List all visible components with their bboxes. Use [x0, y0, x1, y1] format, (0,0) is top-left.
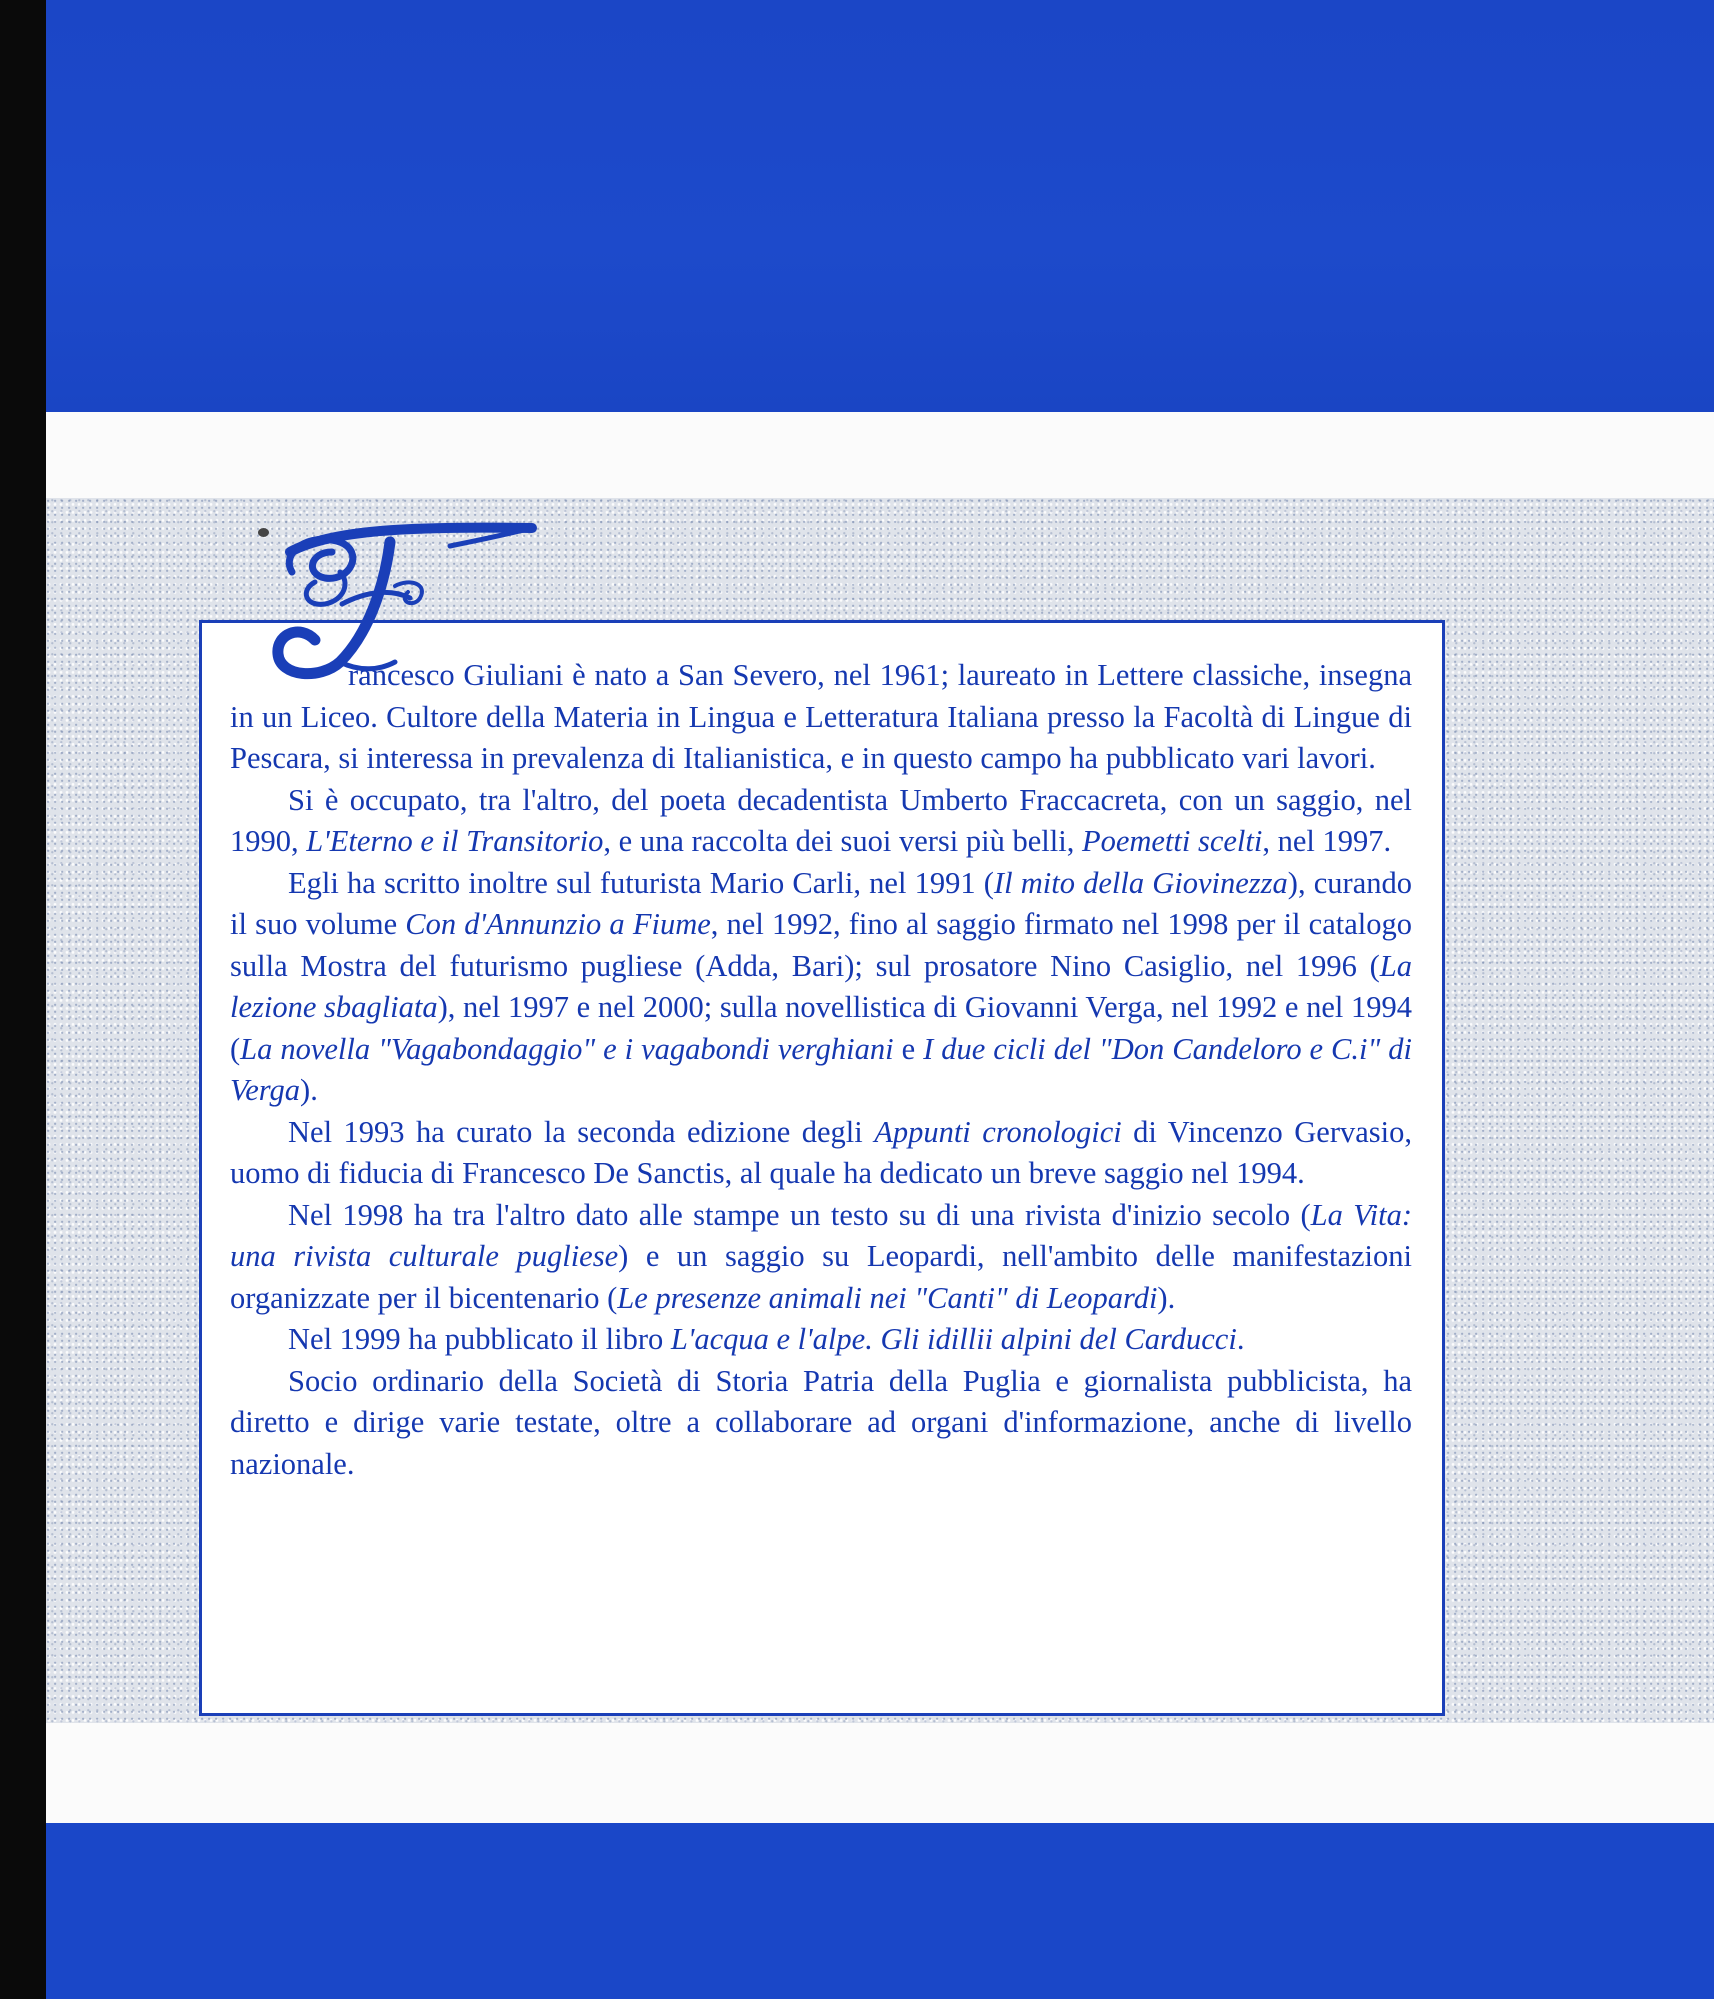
bio-text: Nel 1999 ha pubblicato il libro [288, 1322, 671, 1356]
print-speck [258, 528, 269, 537]
bio-text: Socio ordinario della Società di Storia Patria della Puglia e giornalista pubblicista, ha diretto e dirige varie testate, oltre a collaborare ad organi d'informazione, anche di livello nazionale. [230, 1363, 1412, 1481]
work-title: La novella "Vagabondaggio" e i vagabondi verghiani [240, 1031, 894, 1066]
work-title: Appunti cronologici [874, 1114, 1122, 1149]
work-title: La lezione sbagliata [230, 948, 1412, 1024]
bio-text: Si è occupato, tra l'altro, del poeta decadentista Umberto Fraccacreta, con un saggio, nel 1990, [230, 782, 1412, 858]
work-title: L'Eterno e il Transitorio [306, 824, 604, 858]
bio-paragraph-3 [230, 863, 1412, 1112]
bio-paragraph-7 [230, 1361, 1412, 1486]
bio-text: ), curando il suo volume [230, 865, 1412, 941]
bio-paragraph-5 [230, 1195, 1412, 1320]
work-title: L'acqua e l'alpe. Gli idillii alpini del Carducci [670, 1322, 1237, 1356]
bio-paragraph-4 [230, 1112, 1412, 1195]
work-title: Il mito della Giovinezza [993, 865, 1288, 900]
bio-text: Egli ha scritto inoltre sul futurista Mario Carli, nel 1991 ( [288, 865, 994, 900]
bio-text: ), nel 1997 e nel 2000; sulla novellistica di Giovanni Verga, nel 1992 e nel 1994 ( [230, 990, 1413, 1066]
bio-text: Nel 1998 ha tra l'altro dato alle stampe un testo su di una rivista d'inizio secolo ( [288, 1197, 1311, 1232]
top-white-stripe [46, 412, 1714, 498]
bio-text: . [1236, 1322, 1245, 1356]
top-blue-band [46, 0, 1714, 412]
work-title: Le presenze animali nei "Canti" di Leopardi [617, 1280, 1158, 1315]
bio-text: rancesco Giuliani è nato a San Severo, nel 1961; laureato in Lettere classiche, insegna in un Liceo. Cultore della Materia in Lingua e Letteratura Italiana presso la Facoltà di Lingue di Pescara, si interessa in prevalenza di Italianistica, e in questo campo ha pubblicato vari lavori. [230, 658, 1412, 775]
work-title: Con d'Annunzio a Fiume [405, 907, 711, 941]
ornamental-dropcap-f [270, 512, 540, 692]
bottom-blue-band [46, 1823, 1714, 1999]
bottom-white-stripe [46, 1723, 1714, 1823]
bio-text: e [893, 1031, 924, 1066]
bio-text: di Vincenzo Gervasio, uomo di fiducia di Francesco De Sanctis, al quale ha dedicato un breve saggio nel 1994. [230, 1114, 1412, 1190]
author-bio-box [199, 620, 1445, 1716]
bio-text: ). [1157, 1280, 1176, 1315]
bio-paragraph-6 [230, 1319, 1412, 1361]
bio-text: Nel 1993 ha curato la seconda edizione degli [288, 1114, 875, 1149]
bio-text: ) e un saggio su Leopardi, nell'ambito delle manifestazioni organizzate per il bicentenario ( [230, 1239, 1412, 1315]
bio-text: ). [300, 1073, 318, 1107]
bio-text: , e una raccolta dei suoi versi più belli, [603, 824, 1082, 858]
bio-text: , nel 1997. [1262, 824, 1392, 858]
work-title: I due cicli del "Don Candeloro e C.i" di Verga [230, 1031, 1412, 1107]
work-title: Poemetti scelti [1081, 824, 1263, 858]
work-title: La Vita: una rivista culturale pugliese [230, 1197, 1413, 1273]
bio-paragraph-2 [230, 780, 1412, 863]
bio-text: , nel 1992, fino al saggio firmato nel 1998 per il catalogo sulla Mostra del futurismo pugliese (Adda, Bari); sul prosatore Nino Casiglio, nel 1996 ( [230, 907, 1412, 983]
